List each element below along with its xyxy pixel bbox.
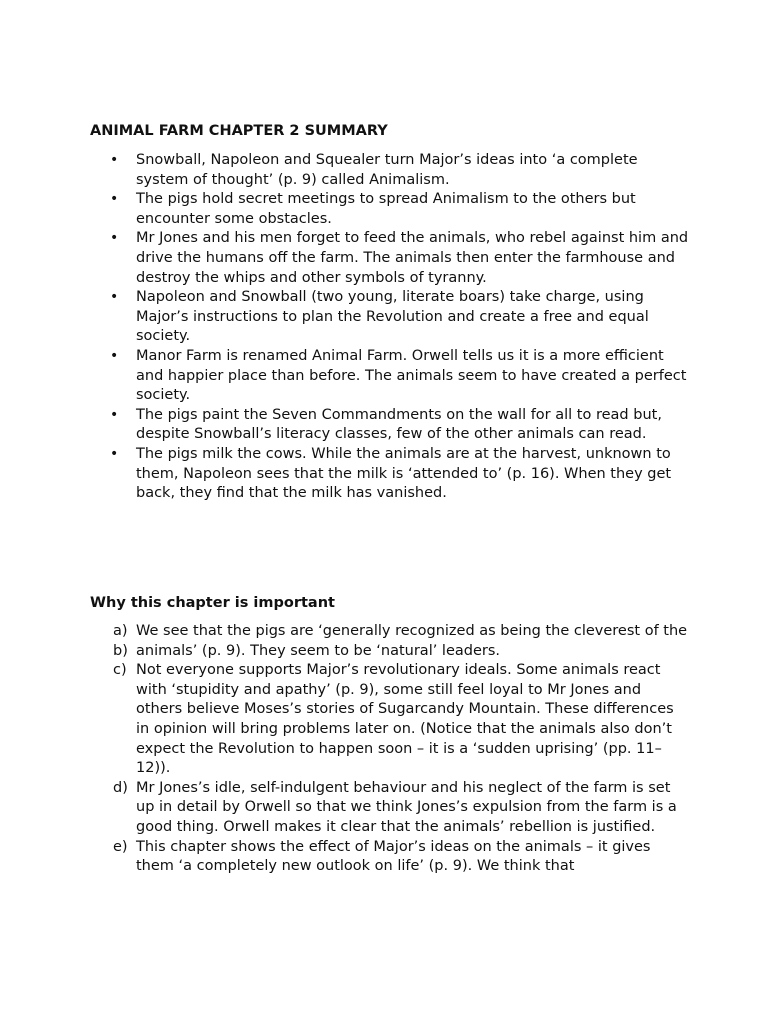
list-item bbox=[90, 406, 690, 445]
bullet-icon: • bbox=[110, 152, 119, 168]
list-item-text: The pigs milk the cows. While the animals are at the harvest, unknown to them, Napoleon sees that the milk is ‘attended to’ (p. 16). When they get back, they find that the milk has vanished. bbox=[136, 445, 672, 502]
list-item bbox=[90, 779, 690, 838]
list-item-text: Mr Jones’s idle, self-indulgent behaviour and his neglect of the farm is set up in detail by Orwell so that we think Jones’s expulsion from the farm is a good thing. Orwell makes it clear that the animals’ rebellion is justified. bbox=[136, 779, 677, 835]
list-marker: e) bbox=[113, 838, 128, 855]
list-marker: a) bbox=[113, 623, 128, 639]
list-item bbox=[90, 151, 690, 190]
list-marker: b) bbox=[113, 642, 128, 659]
list-item-text: Snowball, Napoleon and Squealer turn Major’s ideas into ‘a complete system of thought’ (p. 9) called Animalism. bbox=[136, 152, 638, 188]
bullet-icon: • bbox=[110, 445, 119, 462]
bullet-icon: • bbox=[110, 289, 119, 306]
list-item-text: Napoleon and Snowball (two young, literate boars) take charge, using Major’s instructions to plan the Revolution and create a free and equal society. bbox=[136, 289, 649, 345]
list-marker: d) bbox=[113, 779, 128, 796]
bullet-icon: • bbox=[110, 406, 119, 423]
list-item-text: We see that the pigs are ‘generally recognized as being the cleverest of the animals’ (p. 9). They seem to be ‘natural’ leaders. bbox=[136, 623, 688, 659]
page-title: ANIMAL FARM CHAPTER 2 SUMMARY bbox=[90, 123, 388, 139]
bullet-icon: • bbox=[110, 230, 119, 247]
list-item-text: This chapter shows the effect of Major’s ideas on the animals – it gives them ‘a completely new outlook on life’ (p. 9). We think that bbox=[136, 838, 651, 875]
bullet-icon: • bbox=[110, 347, 119, 364]
list-item-text: Mr Jones and his men forget to feed the animals, who rebel against him and drive the humans off the farm. The animals then enter the farmhouse and destroy the whips and other symbols of tyranny. bbox=[136, 230, 689, 286]
list-item bbox=[90, 622, 690, 661]
list-item bbox=[90, 190, 690, 229]
list-item bbox=[90, 229, 690, 288]
list-item-text: The pigs paint the Seven Commandments on the wall for all to read but, despite Snowball’s literacy classes, few of the other animals can read. bbox=[136, 406, 662, 443]
list-item bbox=[90, 661, 690, 779]
list-item-text: Manor Farm is renamed Animal Farm. Orwell tells us it is a more efficient and happier place than before. The animals seem to have created a perfect society. bbox=[136, 347, 687, 404]
list-marker: c) bbox=[113, 662, 127, 679]
summary-list bbox=[90, 151, 690, 504]
list-item bbox=[90, 288, 690, 347]
list-item bbox=[90, 347, 690, 406]
section-heading: Why this chapter is important bbox=[90, 595, 335, 611]
importance-list bbox=[90, 622, 690, 877]
list-item-text: The pigs hold secret meetings to spread Animalism to the others but encounter some obstacles. bbox=[136, 191, 636, 227]
list-item bbox=[90, 838, 690, 877]
list-item-text: Not everyone supports Major’s revolutionary ideals. Some animals react with ‘stupidity and apathy’ (p. 9), some still feel loyal to Mr Jones and others believe Moses’s stories of Sugarcandy Mountain. These differences in opinion will bring problems later on. (Notice that the animals also don’t expect the Revolution to happen soon – it is a ‘sudden uprising’ (pp. 11–12)). bbox=[136, 662, 674, 777]
list-item bbox=[90, 445, 690, 504]
bullet-icon: • bbox=[110, 191, 119, 208]
